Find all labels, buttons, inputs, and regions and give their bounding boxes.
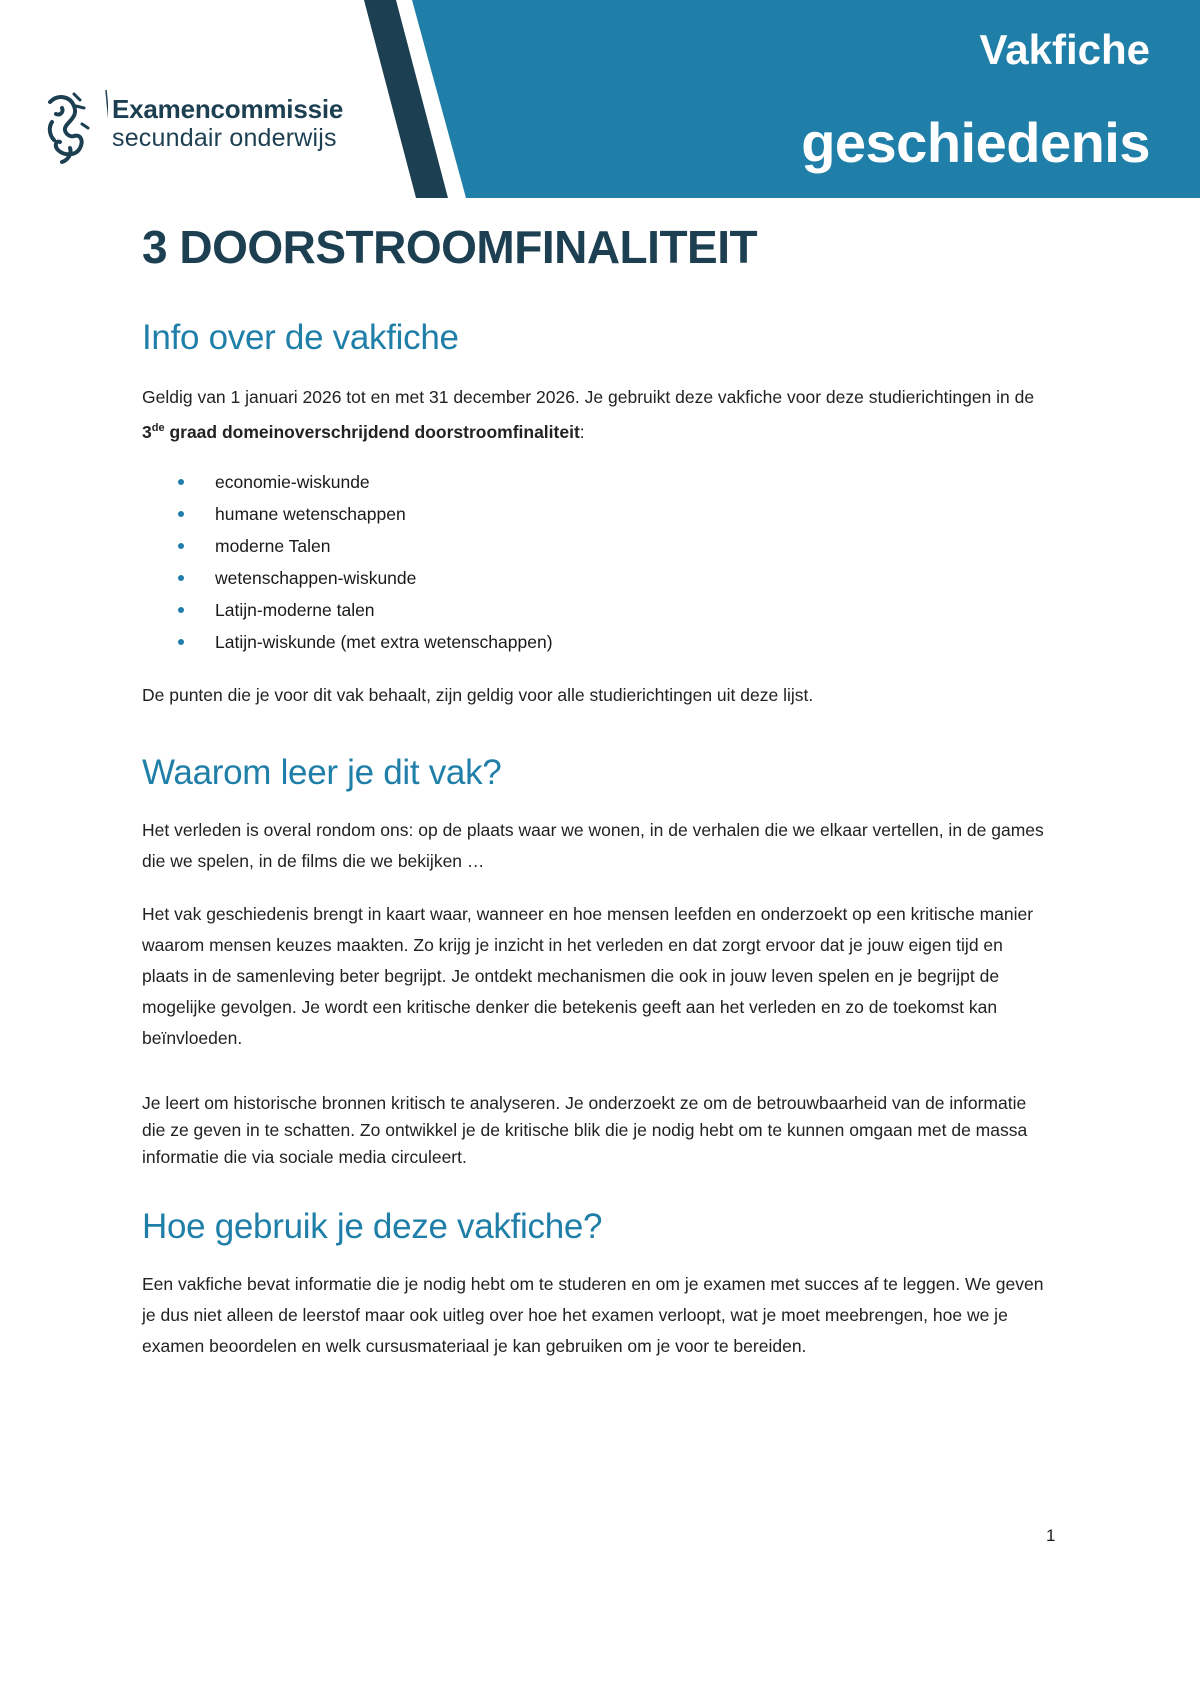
waarom-paragraph-1: Het verleden is overal rondom ons: op de plaats waar we wonen, in de verhalen die we elkaar vertellen, in de games die we spelen, in de films die we bekijken … [142,819,1044,871]
bullet-icon [178,479,184,485]
list-item [142,530,1052,562]
info-intro [142,382,1052,448]
grade-suffix: de [151,422,165,434]
list-item [142,594,1052,626]
bullet-icon [178,607,184,613]
bullet-icon [178,543,184,549]
page-number: 1 [1046,1526,1056,1545]
subject-title: geschiedenis [801,111,1150,174]
page-title: 3 DOORSTROOMFINALITEIT [142,221,758,273]
list-item-label: wetenschappen-wiskunde [215,567,417,588]
list-item [142,498,1052,530]
info-intro-text: Geldig van 1 januari 2026 tot en met 31 december 2026. Je gebruikt deze vakfiche voor deze studierichtingen in de [142,387,1035,407]
waarom-paragraph-2: Het vak geschiedenis brengt in kaart waar, wanneer en hoe mensen leefden en onderzoekt op een kritische manier waarom mensen keuzes maakten. Zo krijg je inzicht in het verleden en dat zorgt ervoor dat je jouw eigen tijd en plaats in de samenleving beter begrijpt. Je ontdekt mechanismen die ook in jouw leven spelen en je begrijpt de mogelijke gevolgen. Je wordt een kritische denker die betekenis geeft aan het verleden en zo de toekomst kan beïnvloeden. [142,903,1034,1048]
list-item-label: Latijn-wiskunde (met extra wetenschappen) [215,631,553,652]
study-directions-list [142,466,1052,658]
gebruik-paragraph-1: Een vakfiche bevat informatie die je nodig hebt om te studeren en om je examen met succes af te leggen. We geven je dus niet alleen de leerstof maar ook uitleg over hoe het examen verloopt, wat je moet meebrengen, hoe we je examen beoordelen en welk cursusmateriaal je kan gebruiken om je voor te bereiden. [142,1273,1044,1356]
brand-subtitle: secundair onderwijs [112,124,337,152]
bullet-icon [178,575,184,581]
waarom-paragraph-3: Je leert om historische bronnen kritisch te analyseren. Je onderzoekt ze om de betrouwbaarheid van de informatie die ze geven in te schatten. Zo ontwikkel je de kritische blik die je nodig hebt om te kunnen omgaan met de massa informatie die via sociale media circuleert. [142,1092,1028,1167]
section-heading-gebruik: Hoe gebruik je deze vakfiche? [142,1206,603,1246]
list-item-label: Latijn-moderne talen [215,599,375,620]
grade-highlight [142,422,580,442]
section-heading-waarom: Waarom leer je dit vak? [142,752,502,792]
list-item [142,562,1052,594]
bullet-icon [178,511,184,517]
info-intro-end: : [579,421,585,442]
document-type-label: Vakfiche [979,26,1150,73]
list-item-label: humane wetenschappen [215,503,406,524]
brand-logo-text [112,96,343,151]
bullet-icon [178,639,184,645]
list-item-label: moderne Talen [215,535,331,556]
list-item [142,626,1052,658]
header-banner [0,0,1200,198]
info-outro: De punten die je voor dit vak behaalt, zijn geldig voor alle studierichtingen uit deze lijst. [142,684,814,705]
brand-name: Examencommissie [112,94,344,124]
list-item-label: economie-wiskunde [215,471,370,492]
section-heading-info: Info over de vakfiche [142,318,459,357]
list-item [142,466,1052,498]
grade-rest: graad domeinoverschrijdend doorstroomfinaliteit [164,421,580,442]
grade-number: 3 [142,421,152,442]
main-content [142,220,1052,1362]
